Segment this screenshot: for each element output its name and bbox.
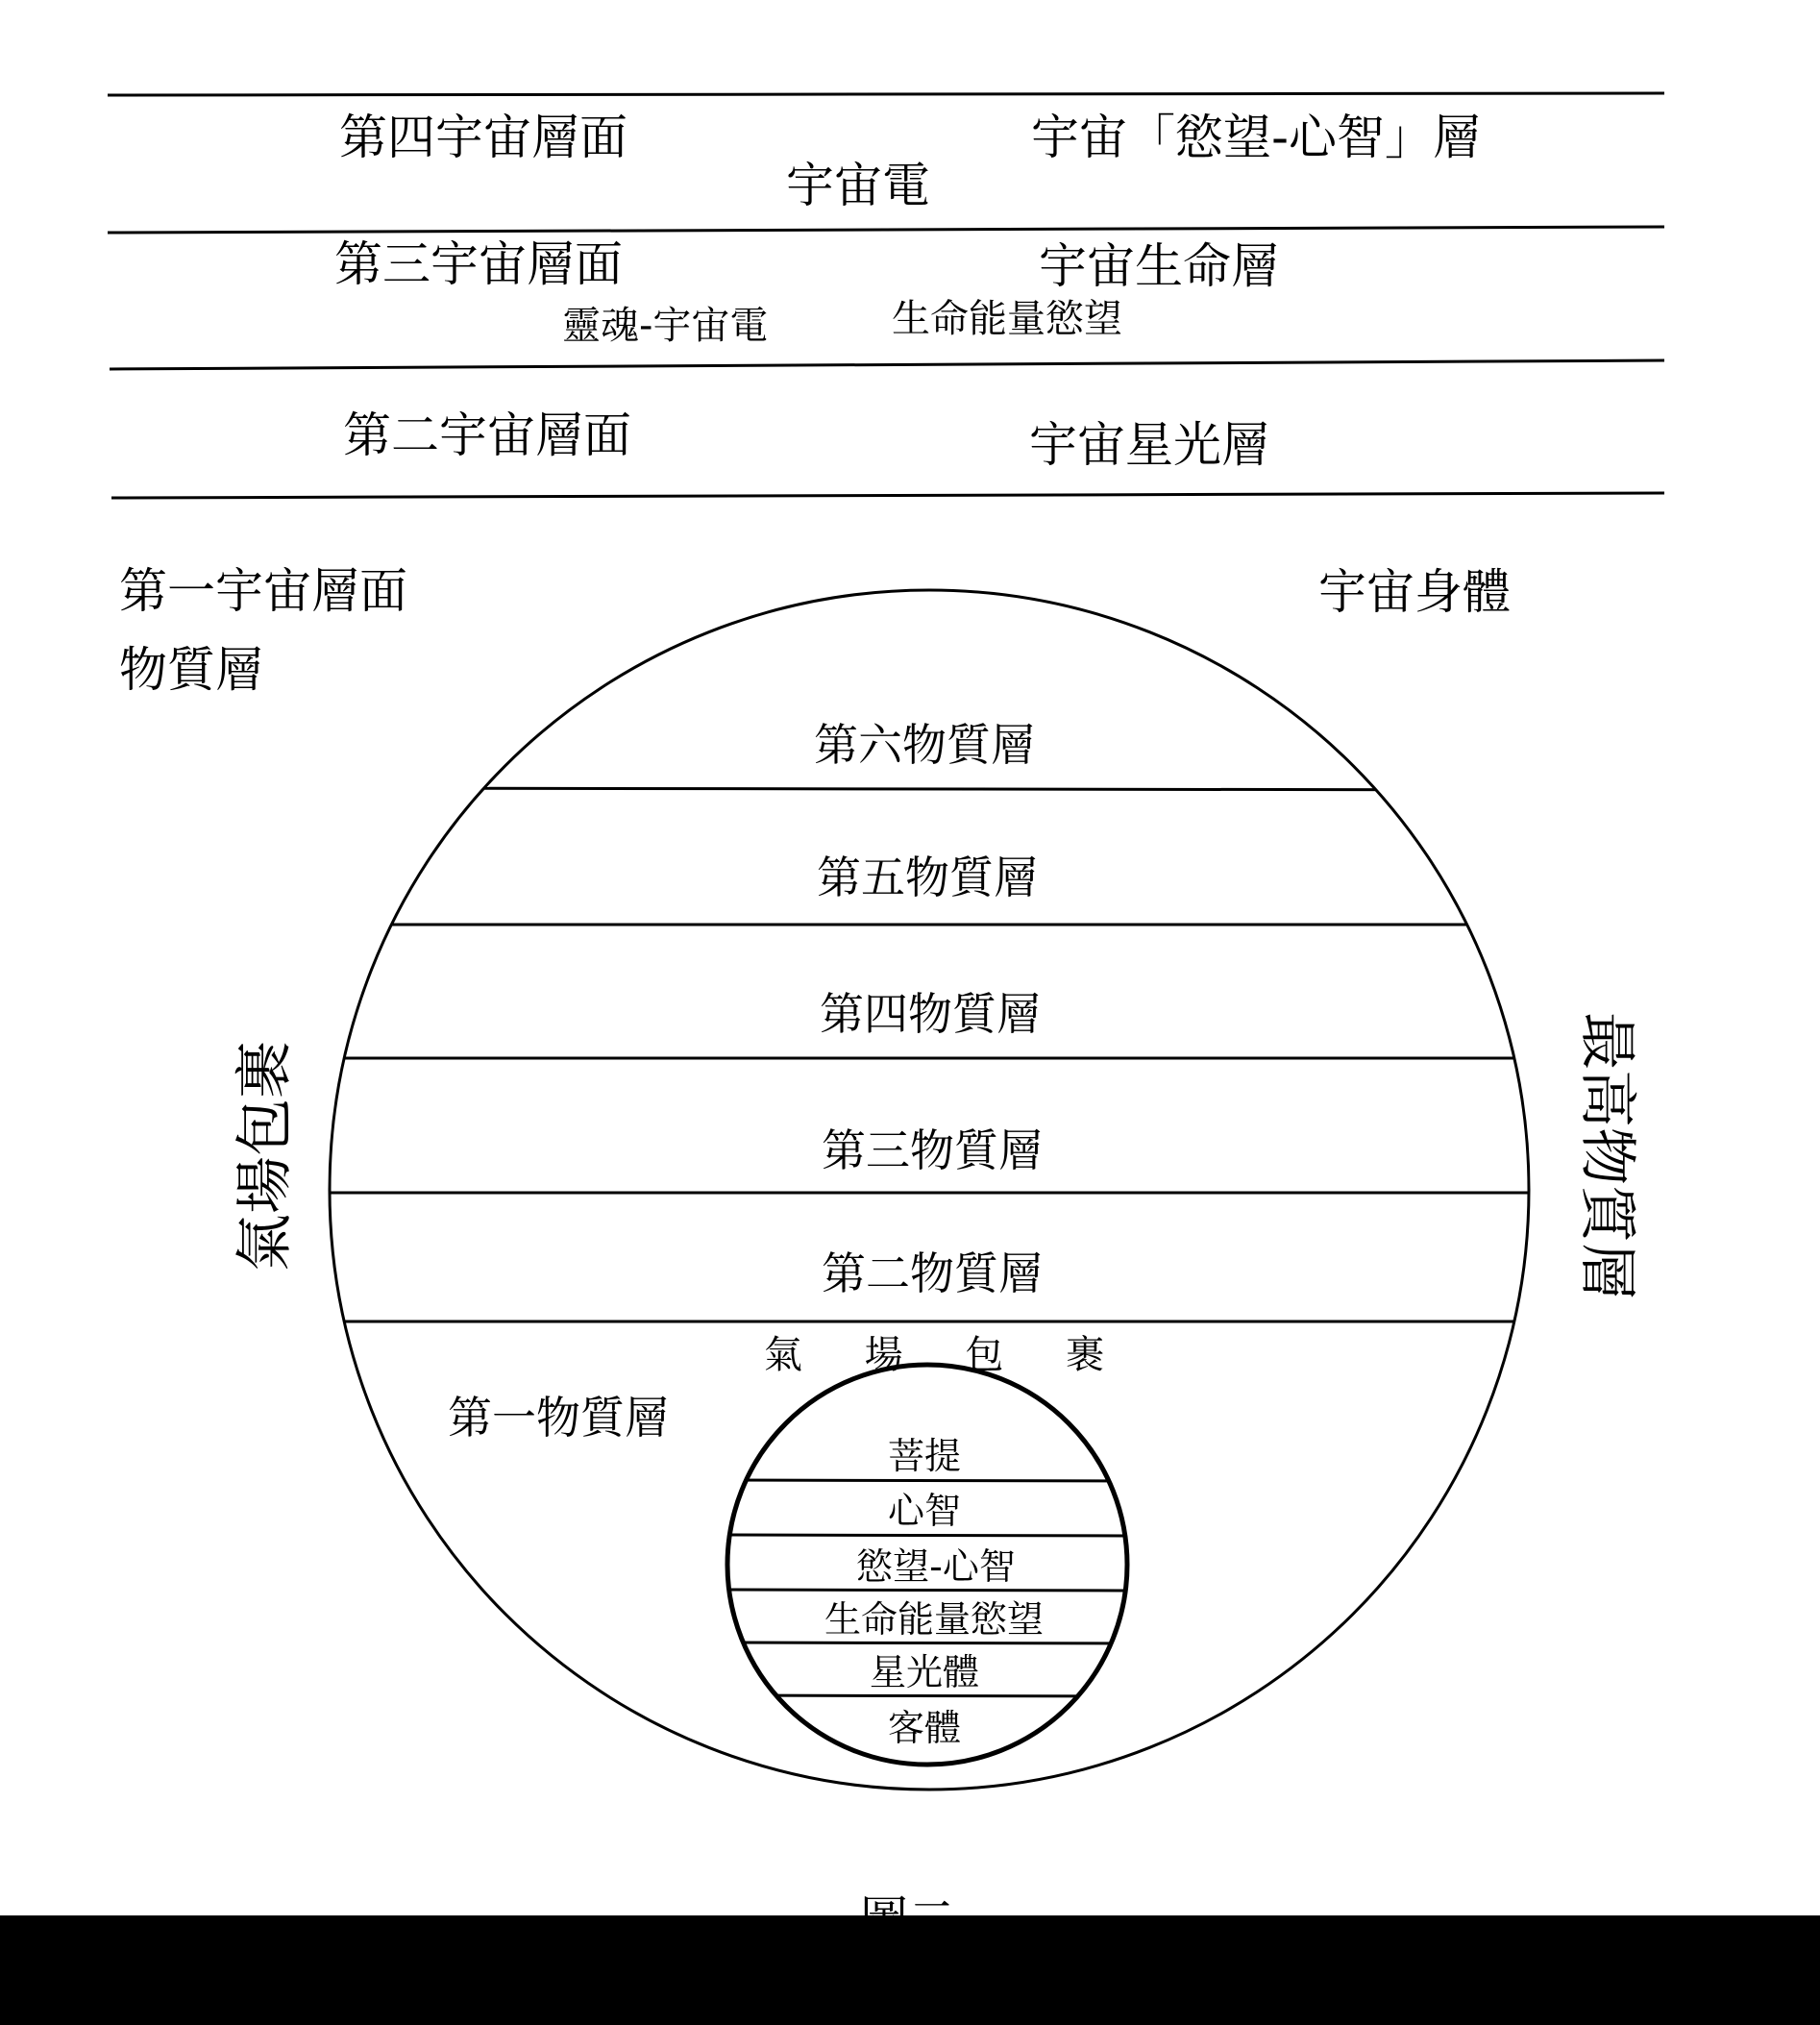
- physical-layer-3-label: 第三物質層: [822, 1124, 1043, 1176]
- left-aura-envelope-label: 氣場包裹: [232, 1041, 299, 1272]
- physical-layer-4-label: 第四物質層: [820, 988, 1041, 1040]
- inner-layer-physical-body: 客體: [887, 1707, 962, 1749]
- inner-layer-buddhi: 菩提: [887, 1435, 962, 1477]
- physical-layer-1-label: 第一物質層: [448, 1392, 669, 1444]
- plane-2-label: 第二宇宙層面: [343, 407, 631, 463]
- inner-layer-life-energy-desire: 生命能量慾望: [824, 1598, 1045, 1641]
- plane-4-label: 第四宇宙層面: [339, 110, 627, 165]
- plane-2-layer-label: 宇宙星光層: [1029, 417, 1269, 473]
- inner-layer-mind: 心智: [887, 1490, 962, 1532]
- plane-divider-2: [108, 227, 1664, 233]
- plane-divider-4: [111, 493, 1664, 498]
- inner-layer-astral-body: 星光體: [869, 1651, 980, 1693]
- plane-3-sub-left: 靈魂-宇宙電: [562, 304, 769, 348]
- plane-3-sub-right: 生命能量慾望: [892, 297, 1122, 341]
- plane-divider-1: [108, 93, 1664, 95]
- plane-3-layer-label: 宇宙生命層: [1039, 238, 1279, 294]
- plane-1-sub-label: 物質層: [119, 642, 263, 698]
- inner-layer-desire-mind: 慾望-心智: [856, 1545, 1016, 1588]
- plane-1-label: 第一宇宙層面: [119, 563, 407, 619]
- plane-3-label: 第三宇宙層面: [334, 236, 623, 292]
- bottom-black-bar: [0, 1915, 1820, 2025]
- plane-1-layer-label: 宇宙身體: [1318, 564, 1511, 620]
- aura-envelope-top-label: 氣 場 包 裹: [763, 1333, 1130, 1377]
- plane-divider-3: [110, 360, 1664, 369]
- physical-layer-6-label: 第六物質層: [814, 719, 1035, 771]
- right-highest-physical-layer-label: 最高物質層: [1573, 1012, 1640, 1300]
- plane-4-center-note: 宇宙電: [786, 158, 930, 213]
- physical-layer-2-label: 第二物質層: [822, 1247, 1043, 1299]
- plane-4-layer-label: 宇宙「慾望-心智」層: [1031, 110, 1482, 165]
- physical-layer-5-label: 第五物質層: [817, 852, 1038, 903]
